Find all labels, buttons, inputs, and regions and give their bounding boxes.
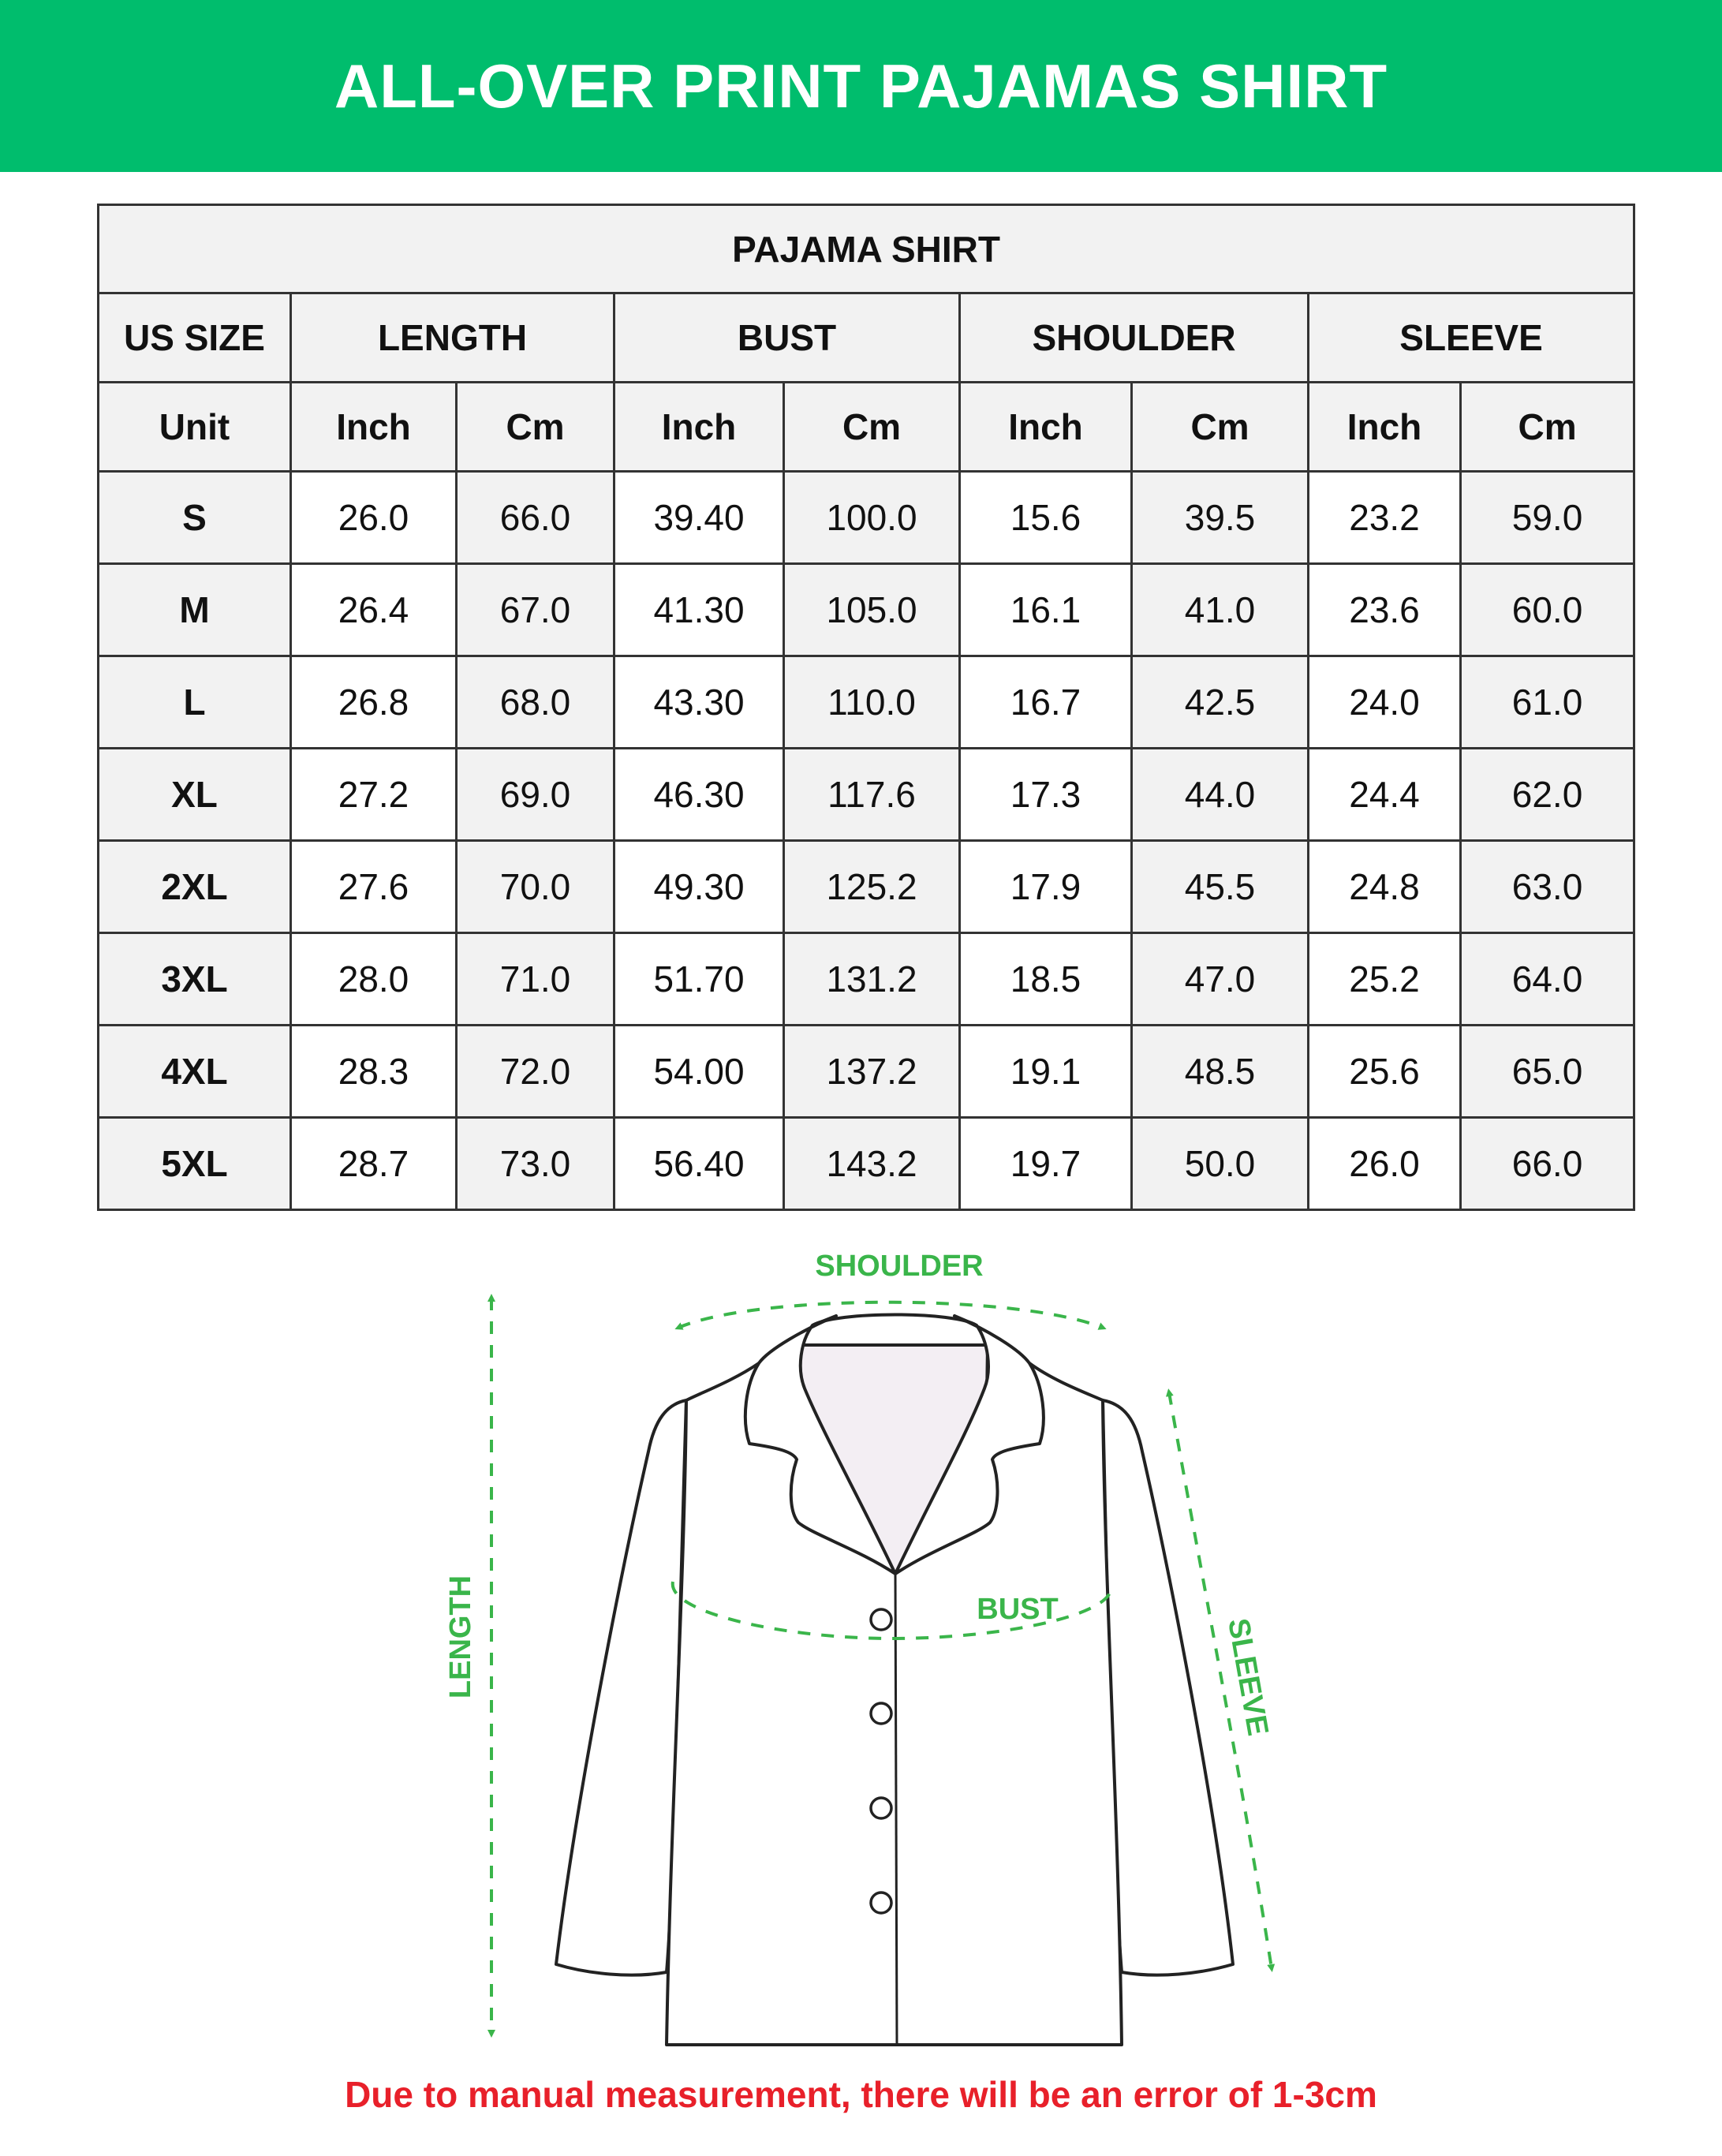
value-cell: 110.0 <box>784 656 960 749</box>
bust-label: BUST <box>977 1593 1059 1626</box>
header-banner <box>0 0 1722 172</box>
value-cell: 23.6 <box>1309 564 1461 656</box>
value-cell: 25.6 <box>1309 1026 1461 1118</box>
page-title: ALL-OVER PRINT PAJAMAS SHIRT <box>334 50 1388 121</box>
value-cell: 66.0 <box>1461 1118 1634 1210</box>
table-row <box>99 1118 1634 1210</box>
size-cell: 3XL <box>99 933 291 1026</box>
button <box>871 1609 891 1630</box>
table-row <box>99 933 1634 1026</box>
value-cell: 41.30 <box>614 564 784 656</box>
value-cell: 44.0 <box>1132 749 1309 841</box>
group-header-length: LENGTH <box>291 293 614 383</box>
value-cell: 63.0 <box>1461 841 1634 933</box>
value-cell: 105.0 <box>784 564 960 656</box>
value-cell: 50.0 <box>1132 1118 1309 1210</box>
value-cell: 45.5 <box>1132 841 1309 933</box>
group-header-shoulder: SHOULDER <box>960 293 1309 383</box>
value-cell: 28.3 <box>291 1026 457 1118</box>
table-row <box>99 1026 1634 1118</box>
value-cell: 24.0 <box>1309 656 1461 749</box>
value-cell: 17.3 <box>960 749 1132 841</box>
size-cell: XL <box>99 749 291 841</box>
value-cell: 117.6 <box>784 749 960 841</box>
value-cell: 131.2 <box>784 933 960 1026</box>
value-cell: 26.0 <box>1309 1118 1461 1210</box>
value-cell: 100.0 <box>784 472 960 564</box>
button <box>871 1798 891 1818</box>
value-cell: 69.0 <box>457 749 614 841</box>
value-cell: 26.0 <box>291 472 457 564</box>
unit-cell: Cm <box>1132 383 1309 472</box>
value-cell: 41.0 <box>1132 564 1309 656</box>
value-cell: 48.5 <box>1132 1026 1309 1118</box>
shoulder-label: SHOULDER <box>815 1250 984 1283</box>
table-title: PAJAMA SHIRT <box>99 205 1634 293</box>
value-cell: 125.2 <box>784 841 960 933</box>
value-cell: 51.70 <box>614 933 784 1026</box>
value-cell: 43.30 <box>614 656 784 749</box>
value-cell: 143.2 <box>784 1118 960 1210</box>
shirt-measurement-diagram <box>0 1215 1722 2067</box>
size-cell: 5XL <box>99 1118 291 1210</box>
size-cell: 2XL <box>99 841 291 933</box>
value-cell: 49.30 <box>614 841 784 933</box>
value-cell: 56.40 <box>614 1118 784 1210</box>
value-cell: 42.5 <box>1132 656 1309 749</box>
group-header-bust: BUST <box>614 293 960 383</box>
value-cell: 24.4 <box>1309 749 1461 841</box>
unit-cell: Inch <box>291 383 457 472</box>
value-cell: 19.7 <box>960 1118 1132 1210</box>
unit-cell: Inch <box>1309 383 1461 472</box>
value-cell: 19.1 <box>960 1026 1132 1118</box>
value-cell: 27.2 <box>291 749 457 841</box>
value-cell: 70.0 <box>457 841 614 933</box>
value-cell: 67.0 <box>457 564 614 656</box>
value-cell: 26.8 <box>291 656 457 749</box>
value-cell: 16.7 <box>960 656 1132 749</box>
value-cell: 71.0 <box>457 933 614 1026</box>
table-row <box>99 564 1634 656</box>
value-cell: 39.5 <box>1132 472 1309 564</box>
value-cell: 24.8 <box>1309 841 1461 933</box>
value-cell: 61.0 <box>1461 656 1634 749</box>
size-header: US SIZE <box>99 293 291 383</box>
table-row <box>99 749 1634 841</box>
shirt-outline <box>556 1315 1233 2046</box>
value-cell: 54.00 <box>614 1026 784 1118</box>
value-cell: 16.1 <box>960 564 1132 656</box>
value-cell: 47.0 <box>1132 933 1309 1026</box>
value-cell: 26.4 <box>291 564 457 656</box>
button <box>871 1703 891 1724</box>
table-row <box>99 841 1634 933</box>
size-cell: M <box>99 564 291 656</box>
size-chart-table <box>97 204 1635 1211</box>
value-cell: 73.0 <box>457 1118 614 1210</box>
unit-cell: Cm <box>784 383 960 472</box>
value-cell: 18.5 <box>960 933 1132 1026</box>
value-cell: 68.0 <box>457 656 614 749</box>
value-cell: 27.6 <box>291 841 457 933</box>
value-cell: 46.30 <box>614 749 784 841</box>
table-row <box>99 656 1634 749</box>
unit-cell: Inch <box>960 383 1132 472</box>
value-cell: 66.0 <box>457 472 614 564</box>
value-cell: 28.7 <box>291 1118 457 1210</box>
group-header-sleeve: SLEEVE <box>1309 293 1634 383</box>
value-cell: 64.0 <box>1461 933 1634 1026</box>
value-cell: 17.9 <box>960 841 1132 933</box>
size-cell: L <box>99 656 291 749</box>
value-cell: 72.0 <box>457 1026 614 1118</box>
sleeve-label: SLEEVE <box>1221 1616 1275 1739</box>
value-cell: 137.2 <box>784 1026 960 1118</box>
button <box>871 1893 891 1913</box>
measurement-note: Due to manual measurement, there will be an error of 1-3cm <box>345 2074 1377 2115</box>
value-cell: 15.6 <box>960 472 1132 564</box>
unit-cell: Inch <box>614 383 784 472</box>
value-cell: 25.2 <box>1309 933 1461 1026</box>
value-cell: 62.0 <box>1461 749 1634 841</box>
unit-cell: Cm <box>1461 383 1634 472</box>
size-cell: 4XL <box>99 1026 291 1118</box>
length-label: LENGTH <box>444 1575 477 1699</box>
unit-label: Unit <box>99 383 291 472</box>
value-cell: 59.0 <box>1461 472 1634 564</box>
value-cell: 60.0 <box>1461 564 1634 656</box>
size-cell: S <box>99 472 291 564</box>
value-cell: 28.0 <box>291 933 457 1026</box>
value-cell: 65.0 <box>1461 1026 1634 1118</box>
value-cell: 23.2 <box>1309 472 1461 564</box>
unit-cell: Cm <box>457 383 614 472</box>
value-cell: 39.40 <box>614 472 784 564</box>
table-row <box>99 472 1634 564</box>
